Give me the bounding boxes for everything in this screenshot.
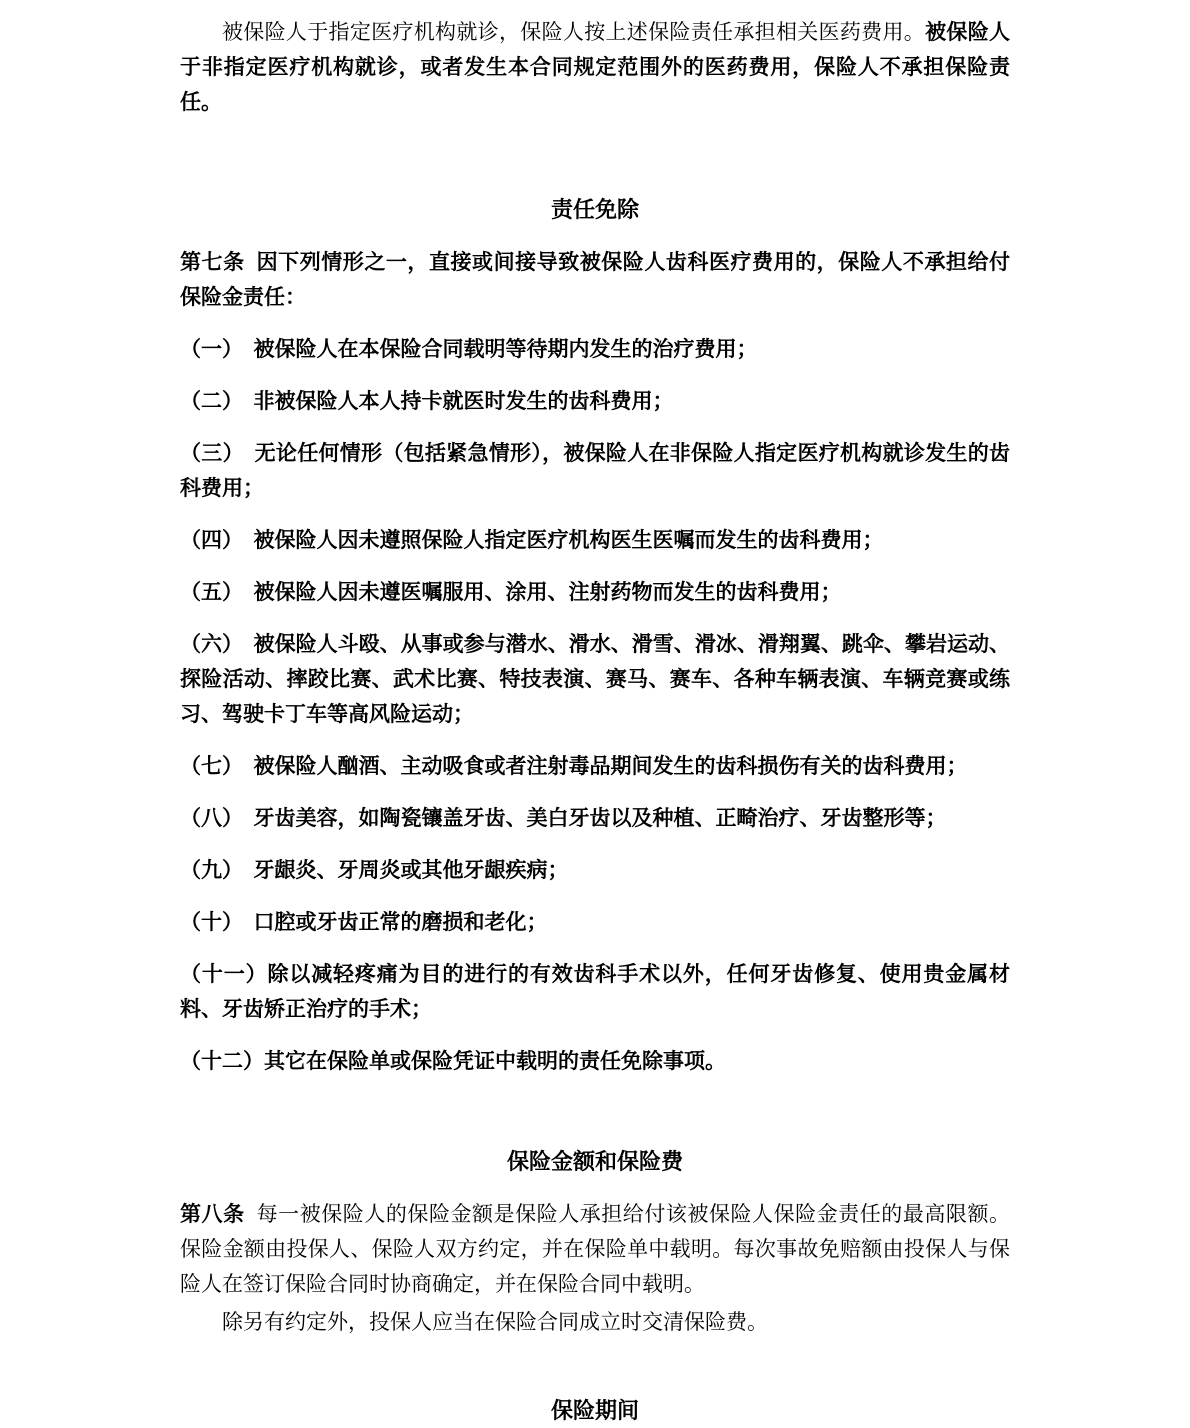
article-8-label: 第八条 xyxy=(180,1202,245,1226)
exclusion-item-10: （十） 口腔或牙齿正常的磨损和老化； xyxy=(180,910,548,934)
article-8-text: 每一被保险人的保险金额是保险人承担给付该被保险人保险金责任的最高限额。保险金额由投保人、保险人双方约定，并在保险单中载明。每次事故免赔额由投保人与保险人在签订保险合同时协商确定，并在保险合同中载明。 xyxy=(180,1202,1011,1296)
exclusion-item-11: （十一）除以减轻疼痛为目的进行的有效齿科手术以外，任何牙齿修复、使用贵金属材料、牙齿矫正治疗的手术； xyxy=(180,962,1010,1021)
exclusion-item-7: （七） 被保险人酗酒、主动吸食或者注射毒品期间发生的齿科损伤有关的齿科费用； xyxy=(180,754,968,778)
intro-paragraph xyxy=(180,15,1010,120)
section-heading-sum-insured: 保险金额和保险费 xyxy=(506,1149,683,1174)
exclusion-item-4: （四） 被保险人因未遵照保险人指定医疗机构医生医嘱而发生的齿科费用； xyxy=(180,528,884,552)
premium-payment-paragraph: 除另有约定外，投保人应当在保险合同成立时交清保险费。 xyxy=(222,1310,768,1334)
exclusion-item-2: （二） 非被保险人本人持卡就医时发生的齿科费用； xyxy=(180,389,674,413)
exclusion-item-5: （五） 被保险人因未遵医嘱服用、涂用、注射药物而发生的齿科费用； xyxy=(180,580,842,604)
exclusion-item-9: （九） 牙龈炎、牙周炎或其他牙龈疾病； xyxy=(180,858,569,882)
exclusion-item-8: （八） 牙齿美容，如陶瓷镶盖牙齿、美白牙齿以及种植、正畸治疗、牙齿整形等； xyxy=(180,806,947,830)
article-8-paragraph xyxy=(180,1197,1010,1302)
exclusion-item-6: （六） 被保险人斗殴、从事或参与潜水、滑水、滑雪、滑冰、滑翔翼、跳伞、攀岩运动、探险活动、摔跤比赛、武术比赛、特技表演、赛马、赛车、各种车辆表演、车辆竞赛或练习、驾驶卡丁车等高风险运动； xyxy=(180,632,1010,726)
exclusion-item-12: （十二）其它在保险单或保险凭证中载明的责任免除事项。 xyxy=(180,1049,726,1073)
exclusion-item-1: （一） 被保险人在本保险合同载明等待期内发生的治疗费用； xyxy=(180,337,758,361)
article-7-text: 因下列情形之一，直接或间接导致被保险人齿科医疗费用的，保险人不承担给付保险金责任： xyxy=(180,250,1011,309)
article-7-paragraph xyxy=(180,245,1010,315)
section-heading-exclusions: 责任免除 xyxy=(550,197,639,222)
intro-paragraph-regular-text: 被保险人于指定医疗机构就诊，保险人按上述保险责任承担相关医药费用。 xyxy=(222,20,926,44)
article-7-label: 第七条 xyxy=(180,250,245,274)
exclusion-item-3: （三） 无论任何情形（包括紧急情形），被保险人在非保险人指定医疗机构就诊发生的齿科费用； xyxy=(180,441,1010,500)
section-heading-insurance-period: 保险期间 xyxy=(550,1398,639,1423)
intro-paragraph-bold-text: 被保险人于非指定医疗机构就诊，或者发生本合同规定范围外的医药费用，保险人不承担保险责任。 xyxy=(180,20,1011,114)
